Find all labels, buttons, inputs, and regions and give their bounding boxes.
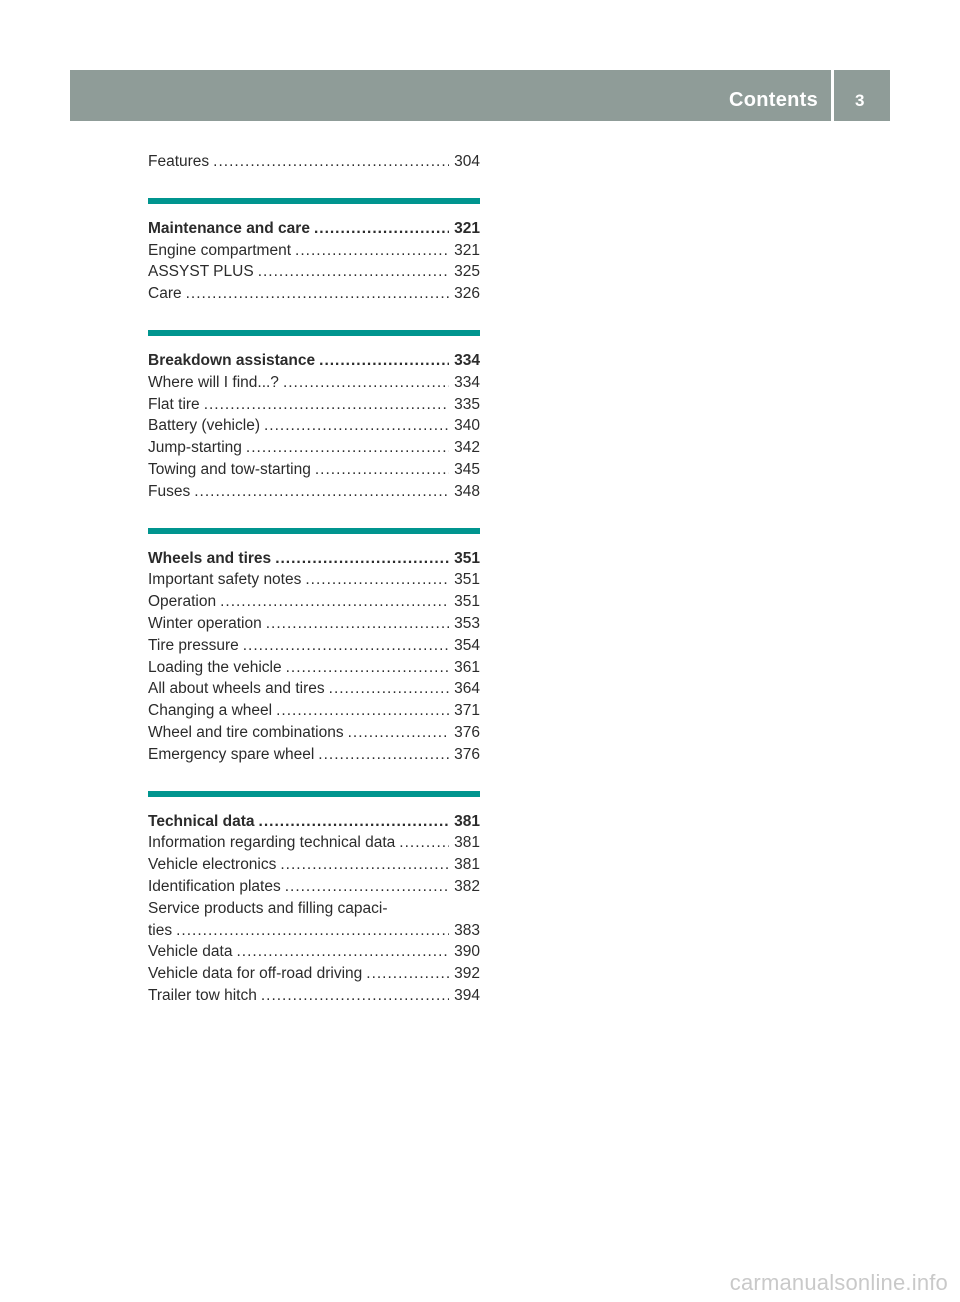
toc-entry[interactable]	[148, 415, 480, 437]
toc-entry[interactable]	[148, 372, 480, 394]
toc-heading-title: Breakdown assistance	[148, 351, 316, 369]
toc-section-breakdown	[148, 330, 480, 503]
dot-leader	[194, 481, 449, 503]
dot-leader	[329, 678, 449, 700]
dot-leader	[259, 811, 450, 833]
toc-entry[interactable]	[148, 876, 480, 898]
toc-entry-page: 325	[454, 263, 480, 281]
dot-leader	[264, 415, 449, 437]
section-divider	[148, 791, 480, 797]
toc-entry-page: 371	[454, 702, 480, 720]
toc-entry[interactable]	[148, 832, 480, 854]
dot-leader	[258, 261, 449, 283]
dot-leader	[246, 437, 449, 459]
toc-section-heading[interactable]	[148, 811, 480, 833]
toc-entry-title: Vehicle data for off-road driving	[148, 965, 363, 983]
toc-entry-title: Fuses	[148, 482, 191, 500]
toc-entry-page: 348	[454, 482, 480, 500]
toc-entry-title-line1: Service products and filling capaci-	[148, 899, 388, 917]
toc-entry-page: 383	[454, 921, 480, 939]
toc-heading-page: 351	[454, 549, 480, 567]
toc-entry-page: 304	[454, 153, 480, 170]
toc-entry[interactable]	[148, 283, 480, 305]
toc-heading-page: 321	[454, 219, 480, 237]
toc-entry-title: Flat tire	[148, 395, 200, 413]
section-divider	[148, 528, 480, 534]
toc-entry[interactable]	[148, 963, 480, 985]
toc-entry-page: 381	[454, 856, 480, 874]
dot-leader	[204, 394, 449, 416]
page-number: 3	[855, 91, 865, 110]
toc-entry-page: 335	[454, 395, 480, 413]
toc-entry[interactable]	[148, 722, 480, 744]
toc-entry-title: Wheel and tire combinations	[148, 723, 344, 741]
section-divider	[148, 330, 480, 336]
toc-entry[interactable]	[148, 261, 480, 283]
toc-entry-page: 345	[454, 460, 480, 478]
toc-entry-title: Features	[148, 153, 210, 170]
toc-entry[interactable]	[148, 920, 480, 942]
toc-entry-title: Where will I find...?	[148, 373, 279, 391]
toc-entry-title: Engine compartment	[148, 241, 292, 259]
toc-entry-title: Identification plates	[148, 877, 281, 895]
toc-entry[interactable]	[148, 657, 480, 679]
toc-entry-page: 334	[454, 373, 480, 391]
toc-entry[interactable]	[148, 744, 480, 766]
toc-entry-features[interactable]	[148, 151, 480, 173]
dot-leader	[186, 283, 450, 305]
dot-leader	[319, 350, 449, 372]
toc-entry-title: Tire pressure	[148, 636, 239, 654]
toc-entry-page: 321	[454, 241, 480, 259]
toc-entry-title: Loading the vehicle	[148, 658, 282, 676]
section-title: Contents	[729, 89, 819, 111]
dot-leader	[295, 240, 449, 262]
dot-leader	[305, 569, 449, 591]
toc-entry[interactable]	[148, 569, 480, 591]
table-of-contents	[148, 151, 480, 1007]
toc-entry-title: Jump-starting	[148, 439, 242, 457]
toc-entry-page: 351	[454, 593, 480, 611]
toc-entry-title: Trailer tow hitch	[148, 986, 257, 1004]
dot-leader	[280, 854, 449, 876]
toc-entry-page: 381	[454, 834, 480, 852]
toc-entry-title: All about wheels and tires	[148, 680, 325, 698]
toc-entry-title: Vehicle electronics	[148, 856, 277, 874]
toc-heading-title: Wheels and tires	[148, 549, 272, 567]
toc-entry-page: 354	[454, 636, 480, 654]
dot-leader	[213, 151, 449, 173]
toc-entry-title: ties	[148, 921, 173, 939]
toc-entry[interactable]	[148, 678, 480, 700]
toc-entry-page: 376	[454, 723, 480, 741]
toc-entry[interactable]	[148, 240, 480, 262]
toc-entry-page: 392	[454, 965, 480, 983]
toc-heading-page: 381	[454, 812, 480, 830]
dot-leader	[176, 920, 449, 942]
header-divider	[831, 70, 834, 121]
toc-section-technical	[148, 791, 480, 1007]
dot-leader	[286, 657, 450, 679]
toc-entry-page: 353	[454, 614, 480, 632]
toc-entry-page: 351	[454, 571, 480, 589]
watermark: carmanualsonline.info	[729, 1270, 948, 1295]
dot-leader	[266, 613, 449, 635]
dot-leader	[236, 941, 449, 963]
section-divider	[148, 198, 480, 204]
toc-entry[interactable]	[148, 459, 480, 481]
toc-entry[interactable]	[148, 700, 480, 722]
toc-entry[interactable]	[148, 854, 480, 876]
toc-heading-title: Technical data	[148, 812, 255, 830]
dot-leader	[283, 372, 449, 394]
toc-entry-title: Vehicle data	[148, 943, 233, 961]
dot-leader	[314, 218, 449, 240]
dot-leader	[285, 876, 449, 898]
toc-section-heading[interactable]	[148, 218, 480, 240]
dot-leader	[399, 832, 449, 854]
toc-entry[interactable]	[148, 394, 480, 416]
toc-entry[interactable]	[148, 941, 480, 963]
toc-heading-page: 334	[454, 351, 480, 369]
toc-entry-page: 376	[454, 745, 480, 763]
toc-entry-page: 342	[454, 439, 480, 457]
dot-leader	[315, 459, 449, 481]
toc-entry-title: Information regarding technical data	[148, 834, 396, 852]
dot-leader	[220, 591, 449, 613]
toc-section-wheels	[148, 528, 480, 766]
dot-leader	[348, 722, 450, 744]
dot-leader	[366, 963, 449, 985]
toc-section-heading[interactable]	[148, 350, 480, 372]
toc-entry-title: Important safety notes	[148, 571, 302, 589]
toc-entry-page: 394	[454, 986, 480, 1004]
toc-entry-title: Changing a wheel	[148, 702, 273, 720]
toc-entry[interactable]	[148, 437, 480, 459]
toc-entry-page: 361	[454, 658, 480, 676]
toc-heading-title: Maintenance and care	[148, 219, 310, 237]
toc-entry-title: Operation	[148, 593, 217, 611]
toc-entry-title: Care	[148, 285, 182, 303]
toc-entry-title: Battery (vehicle)	[148, 417, 260, 435]
toc-entry-title: ASSYST PLUS	[148, 263, 254, 281]
toc-entry-title: Towing and tow-starting	[148, 460, 311, 478]
toc-entry-line1[interactable]	[148, 898, 480, 920]
dot-leader	[318, 744, 449, 766]
toc-entry[interactable]	[148, 481, 480, 503]
toc-entry-page: 382	[454, 877, 480, 895]
dot-leader	[261, 985, 449, 1007]
toc-entry[interactable]	[148, 613, 480, 635]
toc-entry[interactable]	[148, 635, 480, 657]
dot-leader	[243, 635, 449, 657]
toc-entry-title: Emergency spare wheel	[148, 745, 315, 763]
toc-entry-page: 340	[454, 417, 480, 435]
toc-entry[interactable]	[148, 985, 480, 1007]
toc-entry-title: Winter operation	[148, 614, 262, 632]
toc-entry-page: 390	[454, 943, 480, 961]
toc-entry-page: 364	[454, 680, 480, 698]
toc-entry-page: 326	[454, 285, 480, 303]
toc-section-heading[interactable]	[148, 548, 480, 570]
toc-entry[interactable]	[148, 591, 480, 613]
dot-leader	[276, 700, 449, 722]
toc-section-maintenance	[148, 198, 480, 305]
dot-leader	[275, 548, 449, 570]
